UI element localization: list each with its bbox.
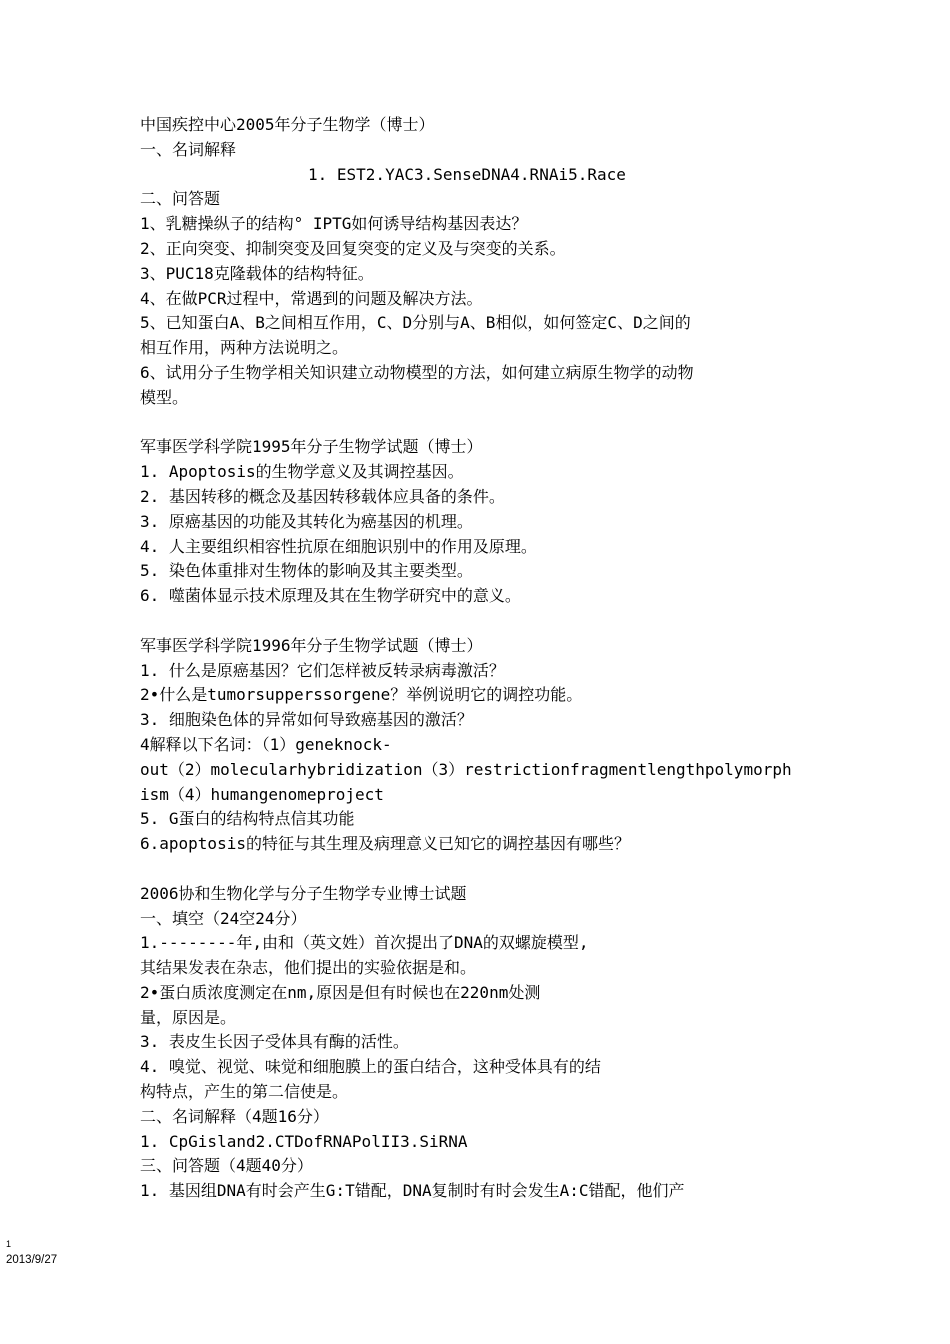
text-line: 5. G蛋白的结构特点信其功能 [140, 809, 355, 829]
section-gap [140, 411, 820, 436]
text-line: 二、名词解释（4题16分） [140, 1106, 329, 1126]
text-line: 1. EST2.YAC3.SenseDNA4.RNAi5.Race [308, 164, 626, 184]
text-line: 其结果发表在杂志，他们提出的实验依据是和。 [140, 958, 477, 978]
text-line: 6.apoptosis的特征与其生理及病理意义已知它的调控基因有哪些？ [140, 834, 630, 854]
text-line: 2•蛋白质浓度测定在nm,原因是但有时候也在220nm处测 [140, 982, 541, 1002]
text-line: 5. 染色体重排对生物体的影响及其主要类型。 [140, 561, 473, 581]
text-line: 1. 什么是原癌基因？它们怎样被反转录病毒激活？ [140, 660, 505, 680]
text-line: 相互作用，两种方法说明之。 [140, 338, 349, 358]
text-line: 构特点，产生的第二信使是。 [140, 1082, 349, 1102]
exam-section [140, 634, 820, 857]
text-line: 5、已知蛋白A、B之间相互作用，C、D分别与A、B相似，如何签定C、D之间的 [140, 313, 691, 333]
text-line: out（2）molecularhybridization（3）restrictionfragmentlengthpolymorph [140, 759, 792, 779]
text-line: 2、正向突变、抑制突变及回复突变的定义及与突变的关系。 [140, 238, 566, 258]
text-line: 1.--------年,由和（英文姓）首次提出了DNA的双螺旋模型, [140, 933, 589, 953]
text-line: 一、填空（24空24分） [140, 908, 307, 928]
section-title: 军事医学科学院1996年分子生物学试题（博士） [140, 635, 483, 655]
section-gap [140, 857, 820, 882]
text-line: 4解释以下名词：（1）geneknock- [140, 734, 392, 754]
text-line: 量，原因是。 [140, 1007, 237, 1027]
text-line: 4. 嗅觉、视觉、味觉和细胞膜上的蛋白结合，这种受体具有的结 [140, 1057, 601, 1077]
text-line: 3. 表皮生长因子受体具有酶的活性。 [140, 1032, 409, 1052]
text-line: 一、名词解释 [140, 139, 237, 159]
text-line: 模型。 [140, 387, 189, 407]
text-line: 1、乳糖操纵子的结构° IPTG如何诱导结构基因表达？ [140, 214, 528, 234]
footer-date: 2013/9/27 [6, 1254, 58, 1266]
text-line: 1. Apoptosis的生物学意义及其调控基因。 [140, 462, 464, 482]
exam-section [140, 435, 820, 609]
text-line: 3、PUC18克隆载体的结构特征。 [140, 263, 374, 283]
text-line: 4、在做PCR过程中，常遇到的问题及解决方法。 [140, 288, 483, 308]
text-line: 2. 基因转移的概念及基因转移载体应具备的条件。 [140, 486, 505, 506]
page-number: 1 [6, 1239, 12, 1249]
exam-section [140, 882, 820, 1204]
section-title: 军事医学科学院1995年分子生物学试题（博士） [140, 437, 483, 457]
text-line: 二、问答题 [140, 189, 221, 209]
exam-section [140, 113, 820, 411]
text-line: 6、试用分子生物学相关知识建立动物模型的方法，如何建立病原生物学的动物 [140, 362, 694, 382]
text-line: 2•什么是tumorsupperssorgene？举例说明它的调控功能。 [140, 685, 583, 705]
text-line: 4. 人主要组织相容性抗原在细胞识别中的作用及原理。 [140, 536, 537, 556]
text-line: 3. 细胞染色体的异常如何导致癌基因的激活？ [140, 710, 473, 730]
section-gap [140, 609, 820, 634]
text-line: 三、问答题（4题40分） [140, 1156, 313, 1176]
section-title: 2006协和生物化学与分子生物学专业博士试题 [140, 883, 467, 903]
document-body [140, 113, 820, 1204]
text-line: 3. 原癌基因的功能及其转化为癌基因的机理。 [140, 511, 473, 531]
section-title: 中国疾控中心2005年分子生物学（博士） [140, 115, 435, 134]
text-line: 1. 基因组DNA有时会产生G:T错配，DNA复制时有时会发生A:C错配，他们产 [140, 1181, 685, 1201]
text-line: ism（4）humangenomeproject [140, 784, 384, 804]
text-line: 1. CpGisland2.CTDofRNAPolII3.SiRNA [140, 1131, 468, 1151]
text-line: 6. 噬菌体显示技术原理及其在生物学研究中的意义。 [140, 586, 521, 606]
